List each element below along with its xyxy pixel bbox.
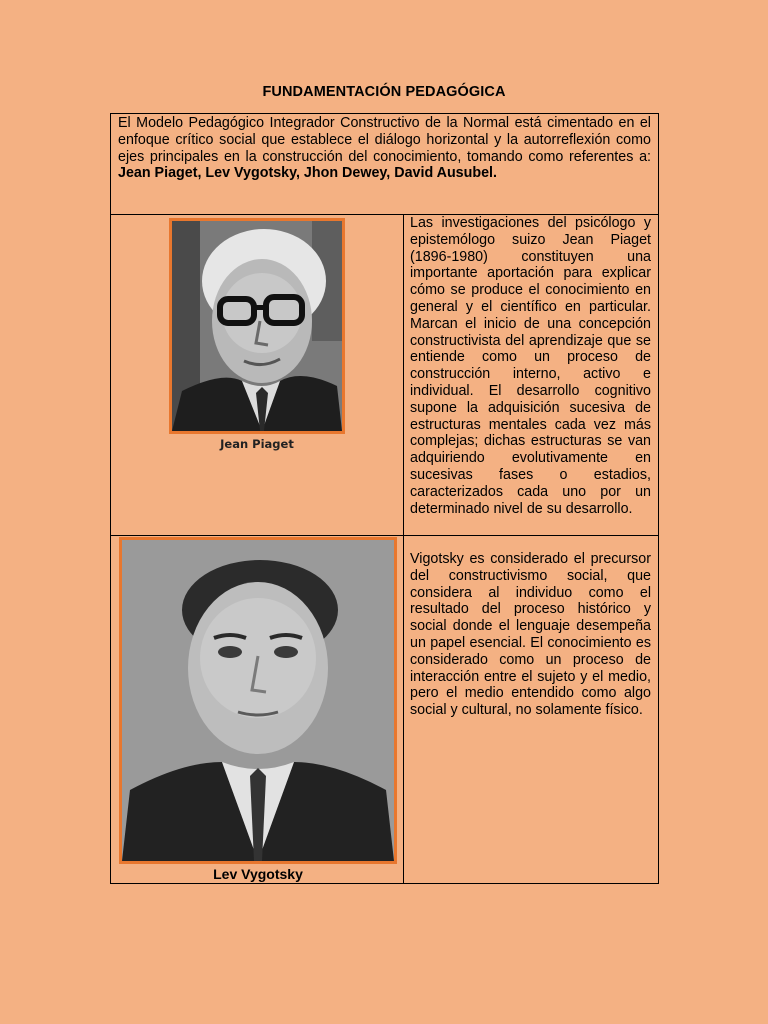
photo-caption: Jean Piaget [220,437,294,451]
photo-cell [111,215,404,535]
page-title: FUNDAMENTACIÓN PEDAGÓGICA [262,84,506,100]
table-row [111,215,658,536]
description-cell: Vigotsky es considerado el precursor del constructivismo social, que considera al individuo como el resultado del proceso histórico y social donde el lenguaje desempeña un papel esencial. El conocimiento es considerado como un proceso de interacción entre el sujeto y el medio, pero el medio entendido como algo social y cultural, no solamente físico. [410,551,651,719]
description-cell: Las investigaciones del psicólogo y epistemólogo suizo Jean Piaget (1896-1980) constituyen una importante aportación para explicar cómo se produce el conocimiento en general y el científico en particular. Marcan el inicio de una concepción constructivista del aprendizaje que se entiende como un proceso de construcción interno, activo e individual. El desarrollo cognitivo supone la adquisición sucesiva de estructuras mentales cada vez más complejas; dichas estructuras se van adquiriendo evolutivamente en sucesivas fases o estadios, caracterizados cada uno por un determinado nivel de su desarrollo. [410,215,651,517]
photo-caption: Lev Vygotsky [213,866,303,882]
content-table [110,113,659,884]
portrait-photo-icon [119,537,397,864]
photo-cell [111,535,404,883]
intro-referents: Jean Piaget, Lev Vygotsky, Jhon Dewey, David Ausubel. [118,165,497,182]
table-row [111,535,658,883]
intro-text: El Modelo Pedagógico Integrador Constructivo de la Normal está cimentado en el enfoque crítico social que establece el diálogo horizontal y la autorreflexión como ejes principales en la construcción del conocimiento, tomando como referentes a: [118,115,651,165]
intro-cell [111,114,658,215]
portrait-photo-icon [169,218,345,434]
